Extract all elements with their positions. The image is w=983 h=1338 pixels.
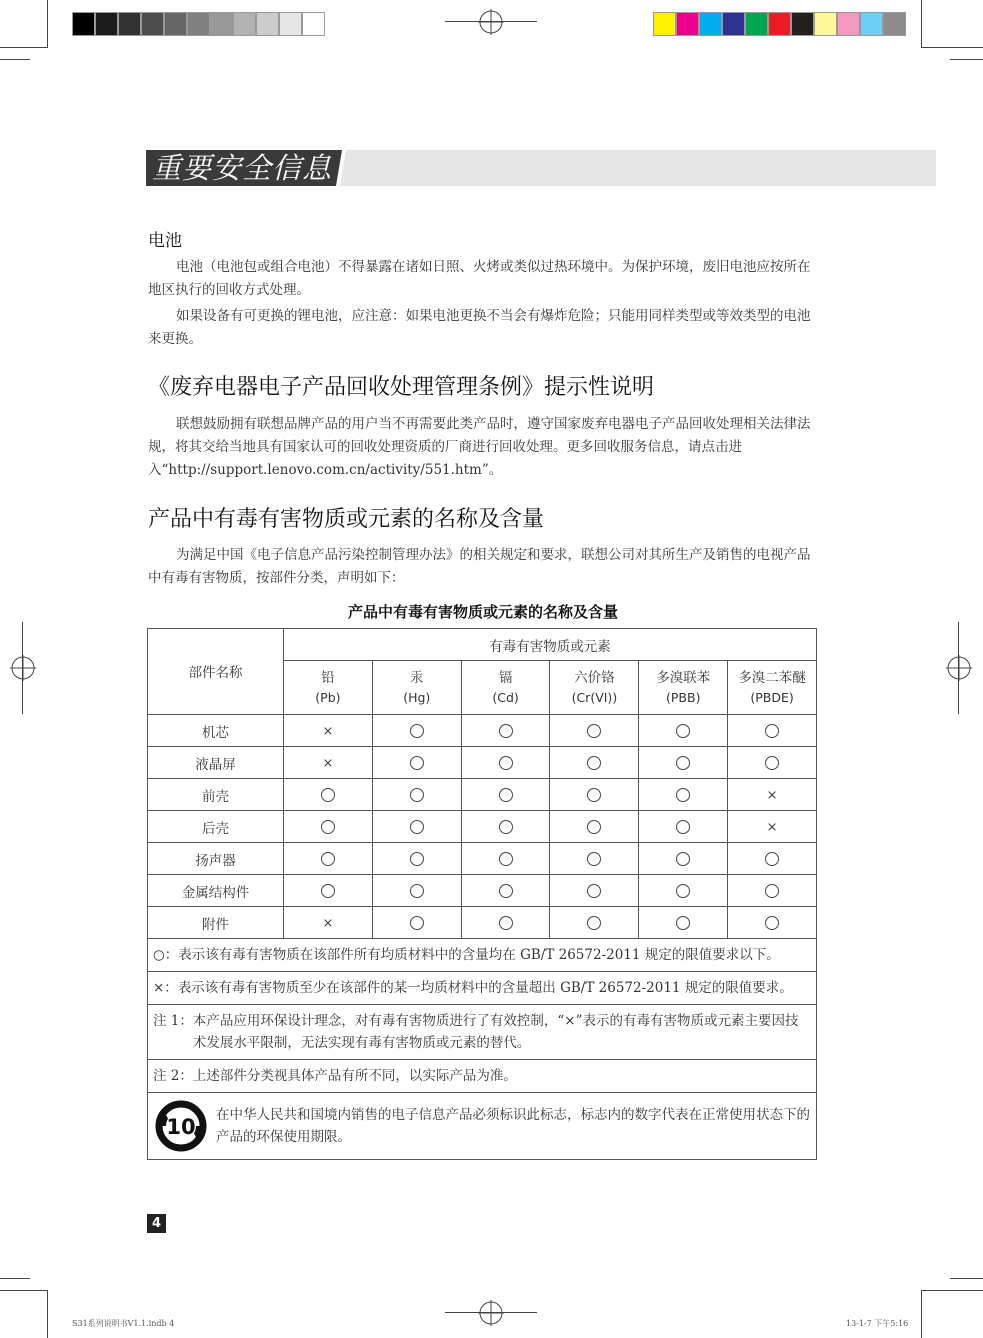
substance-value-cell [639, 843, 728, 875]
note-text: 表示该有毒有害物质在该部件所有均质材料中的含量均在 GB/T 26572-2011 规定的限值要求以下。 [178, 947, 780, 963]
circle-mark-icon [499, 788, 513, 802]
element-symbol: (PBB) [666, 689, 701, 705]
substance-value-cell [550, 843, 639, 875]
table-note-cell [148, 1060, 817, 1093]
registration-mark-icon [10, 655, 36, 681]
crop-mark [921, 0, 922, 48]
cross-mark-icon: × [322, 755, 334, 771]
color-bar-process [653, 12, 906, 36]
substance-value-cell [728, 747, 817, 779]
color-swatch [883, 12, 906, 36]
circle-mark-icon [676, 884, 690, 898]
element-name: 汞 [409, 669, 424, 686]
note-content [153, 977, 810, 999]
circle-mark-icon [676, 724, 690, 738]
circle-mark-icon [676, 916, 690, 930]
substance-value-cell [284, 715, 373, 747]
cross-mark-icon: × [766, 787, 778, 803]
substance-value-cell [372, 811, 461, 843]
part-name-cell: 附件 [148, 907, 284, 939]
color-swatch [95, 12, 118, 36]
part-name-cell: 机芯 [148, 715, 284, 747]
crop-mark [0, 1278, 30, 1279]
substance-value-cell [550, 747, 639, 779]
color-swatch [745, 12, 768, 36]
weee-paragraph: 联想鼓励拥有联想品牌产品的用户当不再需要此类产品时，遵守国家废弃电器电子产品回收处理相关法律法规，将其交给当地具有国家认可的回收处理资质的厂商进行回收处理。更多回收服务信息，请点击进入“http://support.lenovo.com.cn/activity/551.htm”。 [148, 416, 811, 478]
table-note-cell [148, 1005, 817, 1060]
note-content [153, 1010, 810, 1054]
substance-value-cell [728, 715, 817, 747]
circle-mark-icon [587, 852, 601, 866]
element-header-cell [461, 661, 550, 715]
circle-mark-icon [410, 756, 424, 770]
element-header-cell [639, 661, 728, 715]
note-content [153, 944, 810, 966]
table-note-row [148, 1060, 817, 1093]
cross-mark-icon: × [322, 915, 334, 931]
substance-value-cell [284, 747, 373, 779]
substance-value-cell [284, 843, 373, 875]
circle-mark-icon [765, 756, 779, 770]
registration-mark-icon [478, 1300, 504, 1326]
color-swatch [164, 12, 187, 36]
substance-value-cell [284, 779, 373, 811]
color-swatch [118, 12, 141, 36]
circle-mark-icon [499, 756, 513, 770]
element-header-cell [372, 661, 461, 715]
page-number: 4 [147, 1214, 166, 1233]
color-swatch [676, 12, 699, 36]
efup-number: 10 [166, 1115, 196, 1139]
table-note-cell [148, 939, 817, 972]
registration-mark-icon [946, 655, 972, 681]
circle-mark-icon [587, 916, 601, 930]
note-text: 表示该有毒有害物质至少在该部件的某一均质材料中的含量超出 GB/T 26572-2011 规定的限值要求。 [177, 980, 793, 996]
part-name-cell: 前壳 [148, 779, 284, 811]
weee-heading: 《废弃电器电子产品回收处理管理条例》提示性说明 [148, 375, 655, 400]
substance-value-cell [461, 779, 550, 811]
page-title: 重要安全信息 [152, 151, 333, 185]
table-caption: 产品中有毒有害物质或元素的名称及含量 [347, 603, 618, 621]
table-row [148, 747, 817, 779]
crop-mark [921, 1290, 983, 1291]
crop-mark [47, 0, 48, 48]
substance-value-cell [284, 811, 373, 843]
substance-value-cell [461, 843, 550, 875]
substance-value-cell [550, 811, 639, 843]
element-symbol: (Cd) [492, 689, 519, 705]
note-content [153, 1065, 810, 1087]
substance-value-cell [461, 715, 550, 747]
color-swatch [653, 12, 676, 36]
substance-value-cell [639, 907, 728, 939]
hazard-paragraph: 为满足中国《电子信息产品污染控制管理办法》的相关规定和要求，联想公司对其所生产及销售的电视产品中有毒有害物质，按部件分类，声明如下： [148, 547, 811, 586]
element-name: 多溴二苯醚 [738, 669, 806, 686]
substance-value-cell [639, 747, 728, 779]
substance-value-cell [550, 907, 639, 939]
crop-mark [950, 59, 983, 60]
substance-value-cell [639, 715, 728, 747]
slug-timestamp: 13-1-7 下午5:16 [846, 1319, 909, 1328]
circle-mark-icon [765, 852, 779, 866]
part-name-cell: 扬声器 [148, 843, 284, 875]
color-bar-grayscale [72, 12, 325, 36]
part-name-cell: 后壳 [148, 811, 284, 843]
substance-value-cell [372, 747, 461, 779]
column-group-header: 有毒有害物质或元素 [284, 629, 817, 661]
crop-mark [445, 1312, 537, 1313]
note-lead: 注 1： [153, 1013, 193, 1029]
column-header-part-label: 部件名称 [188, 665, 243, 681]
element-header-cell [550, 661, 639, 715]
cross-mark-icon: × [322, 723, 334, 739]
table-header-row [148, 629, 817, 661]
crop-mark [47, 1290, 48, 1338]
hazard-heading: 产品中有毒有害物质或元素的名称及含量 [148, 507, 545, 532]
part-name-cell: 液晶屏 [148, 747, 284, 779]
substance-value-cell [372, 875, 461, 907]
table-note-cell [148, 972, 817, 1005]
circle-mark-icon [676, 820, 690, 834]
circle-mark-icon [765, 884, 779, 898]
substance-value-cell [461, 907, 550, 939]
circle-mark-icon [321, 820, 335, 834]
circle-mark-icon [587, 788, 601, 802]
circle-mark-icon [410, 724, 424, 738]
element-symbol: (PBDE) [750, 689, 794, 705]
registration-mark-icon [478, 9, 504, 35]
substance-value-cell [550, 779, 639, 811]
element-symbol: (Pb) [315, 689, 341, 705]
color-swatch [72, 12, 95, 36]
note-lead: ○： [153, 947, 179, 963]
hazard-table [147, 628, 817, 1160]
circle-mark-icon [587, 884, 601, 898]
color-swatch [279, 12, 302, 36]
crop-mark [0, 59, 30, 60]
table-note-row [148, 939, 817, 972]
element-name: 六价铬 [574, 669, 615, 686]
circle-mark-icon [587, 820, 601, 834]
table-note-row [148, 972, 817, 1005]
substance-value-cell [372, 715, 461, 747]
part-name-cell: 金属结构件 [148, 875, 284, 907]
substance-value-cell [728, 843, 817, 875]
element-name: 多溴联苯 [656, 669, 711, 686]
substance-value-cell [728, 811, 817, 843]
circle-mark-icon [765, 916, 779, 930]
substance-value-cell [372, 779, 461, 811]
circle-mark-icon [499, 916, 513, 930]
circle-mark-icon [410, 820, 424, 834]
color-swatch [768, 12, 791, 36]
color-swatch [791, 12, 814, 36]
efup-logo-cell [148, 1093, 817, 1160]
circle-mark-icon [499, 724, 513, 738]
color-swatch [699, 12, 722, 36]
color-swatch [233, 12, 256, 36]
note-lead: ×： [153, 980, 178, 996]
battery-paragraph-1: 电池（电池包或组合电池）不得暴露在诸如日照、火烤或类似过热环境中。为保护环境，废旧电池应按所在地区执行的回收方式处理。 [148, 259, 811, 298]
color-swatch [722, 12, 745, 36]
crop-mark [0, 1290, 48, 1291]
substance-value-cell [639, 875, 728, 907]
color-swatch [141, 12, 164, 36]
table-row [148, 811, 817, 843]
substance-value-cell [550, 715, 639, 747]
efup-text: 在中华人民共和国境内销售的电子信息产品必须标识此标志，标志内的数字代表在正常使用状态下的产品的环保使用期限。 [216, 1107, 810, 1145]
circle-mark-icon [410, 788, 424, 802]
circle-mark-icon [676, 756, 690, 770]
substance-value-cell [284, 907, 373, 939]
crop-mark [22, 622, 23, 714]
circle-mark-icon [587, 756, 601, 770]
crop-mark [921, 1290, 922, 1338]
efup-logo-row [148, 1093, 817, 1160]
element-symbol: (Cr(VI)) [571, 689, 618, 705]
circle-mark-icon [410, 852, 424, 866]
table-row [148, 715, 817, 747]
circle-mark-icon [321, 884, 335, 898]
table-row [148, 843, 817, 875]
circle-mark-icon [676, 852, 690, 866]
substance-value-cell [550, 875, 639, 907]
element-header-cell [728, 661, 817, 715]
element-symbol: (Hg) [403, 689, 431, 705]
substance-value-cell [639, 811, 728, 843]
slug-file-name: S31系列说明书V1.1.indb 4 [72, 1319, 175, 1328]
substance-value-cell [372, 843, 461, 875]
substance-value-cell [372, 907, 461, 939]
element-name: 铅 [321, 669, 335, 686]
color-swatch [187, 12, 210, 36]
substance-value-cell [728, 875, 817, 907]
circle-mark-icon [321, 788, 335, 802]
circle-mark-icon [499, 852, 513, 866]
color-swatch [837, 12, 860, 36]
battery-heading: 电池 [148, 231, 182, 251]
substance-value-cell [461, 747, 550, 779]
substance-value-cell [284, 875, 373, 907]
color-swatch [860, 12, 883, 36]
note-lead: 注 2： [153, 1068, 193, 1084]
table-row [148, 779, 817, 811]
crop-mark [958, 622, 959, 714]
column-header-part [148, 629, 284, 715]
crop-mark [0, 47, 48, 48]
table-row [148, 875, 817, 907]
circle-mark-icon [765, 724, 779, 738]
element-name: 镉 [498, 669, 513, 686]
color-swatch [210, 12, 233, 36]
efup-content [154, 1099, 810, 1153]
crop-mark [950, 1278, 983, 1279]
cross-mark-icon: × [766, 819, 778, 835]
battery-paragraph-2: 如果设备有可更换的锂电池，应注意：如果电池更换不当会有爆炸危险；只能用同样类型或等效类型的电池来更换。 [148, 308, 811, 347]
color-swatch [256, 12, 279, 36]
circle-mark-icon [410, 884, 424, 898]
circle-mark-icon [587, 724, 601, 738]
substance-value-cell [461, 875, 550, 907]
crop-mark [921, 47, 983, 48]
substance-value-cell [728, 907, 817, 939]
color-swatch [814, 12, 837, 36]
substance-value-cell [461, 811, 550, 843]
note-text: 上述部件分类视具体产品有所不同，以实际产品为准。 [192, 1068, 517, 1084]
circle-mark-icon [499, 820, 513, 834]
circle-mark-icon [499, 884, 513, 898]
circle-mark-icon [676, 788, 690, 802]
note-text: 本产品应用环保设计理念，对有毒有害物质进行了有效控制，“×”表示的有毒有害物质或元素主要因技术发展水平限制，无法实现有毒有害物质或元素的替代。 [192, 1013, 799, 1051]
table-note-row [148, 1005, 817, 1060]
efup-recycle-logo-icon [154, 1099, 208, 1153]
element-header-cell [284, 661, 373, 715]
substance-value-cell [639, 779, 728, 811]
circle-mark-icon [321, 852, 335, 866]
table-row [148, 907, 817, 939]
substance-value-cell [728, 779, 817, 811]
page-title-banner [146, 150, 936, 186]
color-swatch [302, 12, 325, 36]
crop-mark [445, 21, 537, 22]
circle-mark-icon [410, 916, 424, 930]
